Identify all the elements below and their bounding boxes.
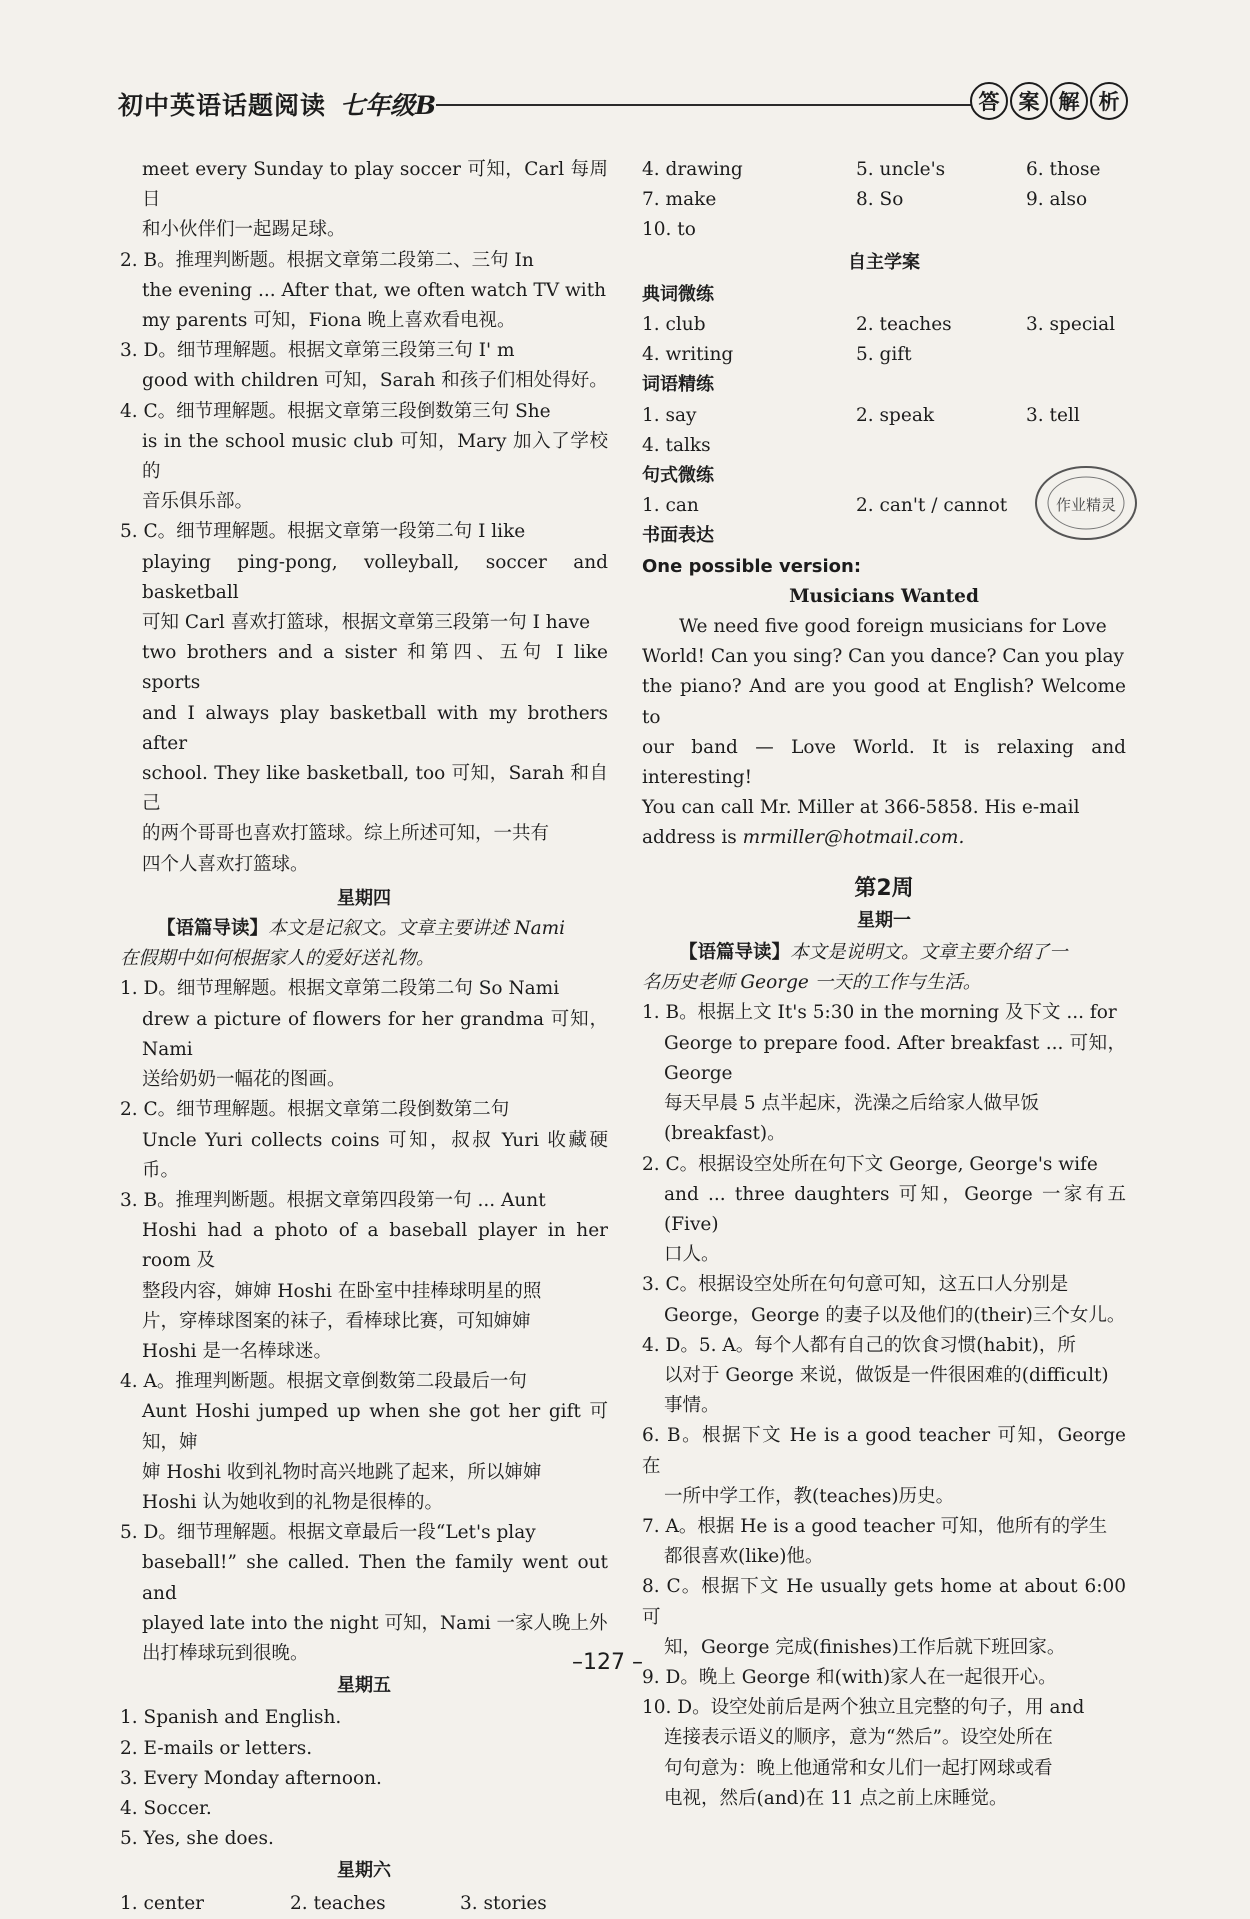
answer-line: 7. A。根据 He is a good teacher 可知，他所有的学生 <box>642 1515 1108 1537</box>
answer-line: 的两个哥哥也喜欢打篮球。综上所述可知，一共有 <box>142 823 550 845</box>
answer-line: 婶 Hoshi 收到礼物时高兴地跳了起来，所以婶婶 <box>142 1461 542 1483</box>
answer-badge: 析 <box>1090 82 1128 120</box>
vocab-item: 1. club <box>642 314 706 336</box>
answer-line: 四个人喜欢打篮球。 <box>142 853 309 875</box>
answer-line: 电视，然后(and)在 11 点之前上床睡觉。 <box>664 1787 1008 1809</box>
answer-line: playing ping-pong, volleyball, soccer and basketball <box>142 551 608 603</box>
essay-line: World! Can you sing? Can you dance? Can you play <box>642 646 1125 668</box>
book-title: 初中英语话题阅读 <box>118 91 327 120</box>
answer-line: 片，穿棒球图案的袜子，看棒球比赛，可知婶婶 <box>142 1310 531 1332</box>
answer-badge: 解 <box>1050 82 1088 120</box>
saturday-heading: 星期六 <box>337 1860 391 1882</box>
words-row <box>642 401 1126 431</box>
writing-heading: 书面表达 <box>642 525 714 547</box>
answer-line: Hoshi 认为她收到的礼物是很棒的。 <box>142 1491 443 1513</box>
answer-line: 句句意为：晚上他通常和女儿们一起打网球或看 <box>664 1757 1053 1779</box>
answer-line: 10. D。设空处前后是两个独立且完整的句子，用 and <box>642 1697 1085 1719</box>
essay-line: the piano? And are you good at English? Welcome to <box>642 676 1126 728</box>
answer-row <box>642 155 1126 185</box>
sentence-item: 2. can't / cannot <box>856 495 1008 517</box>
answer-line: 5. C。细节理解题。根据文章第一段第二句 I like <box>120 521 526 543</box>
thursday-heading: 星期四 <box>337 887 391 909</box>
answer-line: George，George 的妻子以及他们的(their)三个女儿。 <box>664 1304 1126 1326</box>
answer-line: 4. A。推理判断题。根据文章倒数第二段最后一句 <box>120 1371 527 1393</box>
answer-line: 8. C。根据下文 He usually gets home at about 6:00 可 <box>642 1576 1126 1628</box>
vocab-item: 5. gift <box>856 344 912 366</box>
friday-answer: 3. Every Monday afternoon. <box>120 1767 382 1789</box>
answer-item: 9. also <box>1026 189 1088 211</box>
answer-line: 9. D。晚上 George 和(with)家人在一起很开心。 <box>642 1666 1057 1688</box>
answer-line: 2. C。细节理解题。根据文章第二段倒数第二句 <box>120 1099 510 1121</box>
answer-line: 一所中学工作，教(teaches)历史。 <box>664 1485 955 1507</box>
answer-line: and I always play basketball with my brothers after <box>142 702 608 754</box>
lead-text: 本文是记叙文。文章主要讲述 Nami <box>268 918 566 940</box>
answer-line: 都很喜欢(like)他。 <box>664 1546 824 1568</box>
words-item: 3. tell <box>1026 404 1080 426</box>
answer-line: Hoshi had a photo of a baseball player in her room 及 <box>142 1220 608 1272</box>
answer-line: Uncle Yuri collects coins 可知，叔叔 Yuri 收藏硬币。 <box>142 1129 608 1181</box>
friday-answer: 4. Soccer. <box>120 1797 212 1819</box>
thursday-lead <box>120 914 608 944</box>
answer-line: George to prepare food. After breakfast ... 可知，George <box>664 1032 1126 1084</box>
page-header <box>118 84 1128 124</box>
answer-line: school. They like basketball, too 可知，Sarah 和自己 <box>142 763 608 815</box>
essay-line <box>642 823 1126 853</box>
vocab-item: 4. writing <box>642 344 734 366</box>
lead-tag: 【语篇导读】 <box>679 942 791 964</box>
answer-line: (breakfast)。 <box>664 1123 786 1145</box>
answer-line: 1. B。根据上文 It's 5:30 in the morning 及下文 ... for <box>642 1002 1117 1024</box>
words-item: 1. say <box>642 404 697 426</box>
left-answer-lines <box>120 155 608 880</box>
right-answer-lines <box>642 998 1126 1813</box>
answer-line: two brothers and a sister 和第四、五句 I like sports <box>142 642 608 694</box>
answer-line: 3. B。推理判断题。根据文章第四段第一句 ... Aunt <box>120 1189 546 1211</box>
answer-line: good with children 可知，Sarah 和孩子们相处得好。 <box>142 370 608 392</box>
essay-title: Musicians Wanted <box>789 585 979 607</box>
page-number: –127 – <box>572 1650 643 1675</box>
answer-badges <box>970 82 1128 120</box>
grade-label: 七年级B <box>340 91 437 120</box>
answer-line: played late into the night 可知，Nami 一家人晚上外 <box>142 1612 608 1634</box>
answer-line: 1. D。细节理解题。根据文章第二段第二句 So Nami <box>120 978 560 1000</box>
answer-line: 6. B。根据下文 He is a good teacher 可知，George 在 <box>642 1425 1126 1477</box>
answer-item: 8. So <box>856 189 904 211</box>
version-label: One possible version: <box>642 555 862 577</box>
answer-line: 口人。 <box>664 1244 720 1266</box>
essay-line: We need five good foreign musicians for Love <box>679 616 1107 638</box>
words-item: 4. talks <box>642 434 711 456</box>
answer-line: 送给奶奶一幅花的图画。 <box>142 1069 346 1091</box>
sentence-item: 1. can <box>642 495 699 517</box>
words-heading: 词语精练 <box>642 374 714 396</box>
friday-answer: 5. Yes, she does. <box>120 1828 274 1850</box>
saturday-answers <box>120 1889 608 1919</box>
answer-item: 7. make <box>642 189 717 211</box>
answer-line: 整段内容，婶婶 Hoshi 在卧室中挂棒球明星的照 <box>142 1280 542 1302</box>
answer-line: baseball!” she called. Then the family went out and <box>142 1552 608 1604</box>
thursday-lead-cont: 在假期中如何根据家人的爱好送礼物。 <box>120 948 435 970</box>
answer-badge: 答 <box>970 82 1008 120</box>
right-column <box>642 155 1126 1814</box>
vocab-row <box>642 310 1126 340</box>
answer-line: Hoshi 是一名棒球迷。 <box>142 1340 332 1362</box>
self-study-heading: 自主学案 <box>848 251 920 273</box>
friday-answer: 2. E-mails or letters. <box>120 1737 313 1759</box>
sentence-heading: 句式微练 <box>642 465 714 487</box>
friday-heading: 星期五 <box>337 1675 391 1697</box>
vocab-item: 3. special <box>1026 314 1116 336</box>
answer-item: 4. drawing <box>642 159 743 180</box>
essay-line-prefix: address is <box>642 827 743 849</box>
thursday-answer-lines <box>120 974 608 1669</box>
vocab-item: 2. teaches <box>856 314 952 336</box>
answer-line: meet every Sunday to play soccer 可知，Carl 每周日 <box>142 159 608 211</box>
essay-line: our band — Love World. It is relaxing and interesting! <box>642 736 1126 789</box>
friday-answer: 1. Spanish and English. <box>120 1707 342 1729</box>
essay-email: mrmiller@hotmail.com. <box>742 827 965 849</box>
essay-line: You can call Mr. Miller at 366-5858. His e-mail <box>642 797 1080 819</box>
saturday-answer: 2. teaches <box>290 1892 386 1914</box>
answer-line: 3. C。根据设空处所在句句意可知，这五口人分别是 <box>642 1274 1069 1296</box>
answer-line: 5. D。细节理解题。根据文章最后一段“Let's play <box>120 1522 536 1544</box>
answer-line: 以对于 George 来说，做饭是一件很困难的(difficult) <box>664 1364 1109 1386</box>
answer-line: 2. C。根据设空处所在句下文 George, George's wife <box>642 1153 1098 1175</box>
answer-line: 连接表示语义的顺序，意为“然后”。设空处所在 <box>664 1727 1053 1749</box>
answer-line: 和小伙伴们一起踢足球。 <box>142 219 346 241</box>
answer-line: drew a picture of flowers for her grandma 可知，Nami <box>142 1008 608 1060</box>
saturday-answer: 1. center <box>120 1892 204 1914</box>
answer-row <box>642 185 1126 215</box>
left-column <box>120 155 608 1919</box>
stamp-text: 作业精灵 <box>1055 496 1117 514</box>
monday-lead-cont: 名历史老师 George 一天的工作与生活。 <box>642 972 982 994</box>
answer-line: 3. D。细节理解题。根据文章第三段第三句 I' m <box>120 340 515 362</box>
answer-line: my parents 可知，Fiona 晚上喜欢看电视。 <box>142 310 516 332</box>
answer-line: Aunt Hoshi jumped up when she got her gift 可知，婶 <box>142 1401 608 1453</box>
answer-line: 可知 Carl 喜欢打篮球，根据文章第三段第一句 I have <box>142 612 591 634</box>
lead-text: 本文是说明文。文章主要介绍了一 <box>790 942 1068 964</box>
vocab-heading: 典词微练 <box>642 283 714 305</box>
stamp-icon <box>1030 460 1142 546</box>
answer-line: 每天早晨 5 点半起床，洗澡之后给家人做早饭 <box>664 1093 1040 1115</box>
week-heading: 第2周 <box>854 875 914 901</box>
monday-heading: 星期一 <box>857 909 911 931</box>
answer-item: 5. uncle's <box>856 159 946 180</box>
answer-line: 2. B。推理判断题。根据文章第二段第二、三句 In <box>120 249 534 271</box>
monday-lead <box>642 938 1126 968</box>
answer-line: the evening ... After that, we often watch TV with <box>142 279 607 301</box>
answer-line: 音乐俱乐部。 <box>142 491 254 513</box>
header-rule <box>436 104 976 106</box>
words-item: 2. speak <box>856 404 935 426</box>
saturday-answer: 3. stories <box>460 1892 547 1914</box>
vocab-row <box>642 340 1126 370</box>
lead-tag: 【语篇导读】 <box>157 918 269 940</box>
answer-item: 10. to <box>642 219 696 241</box>
answer-line: is in the school music club 可知，Mary 加入了学校的 <box>142 430 608 483</box>
answer-line: and ... three daughters 可知，George 一家有五(Five) <box>664 1183 1126 1235</box>
answer-line: 事情。 <box>664 1395 720 1417</box>
answer-line: 4. C。细节理解题。根据文章第三段倒数第三句 She <box>120 400 551 422</box>
answer-line: 4. D。5. A。每个人都有自己的饮食习惯(habit)，所 <box>642 1334 1076 1356</box>
answer-line: 知，George 完成(finishes)工作后就下班回家。 <box>664 1636 1066 1658</box>
answer-badge: 案 <box>1010 82 1048 120</box>
answer-line: 出打棒球玩到很晚。 <box>142 1642 309 1664</box>
answer-item: 6. those <box>1026 159 1101 180</box>
